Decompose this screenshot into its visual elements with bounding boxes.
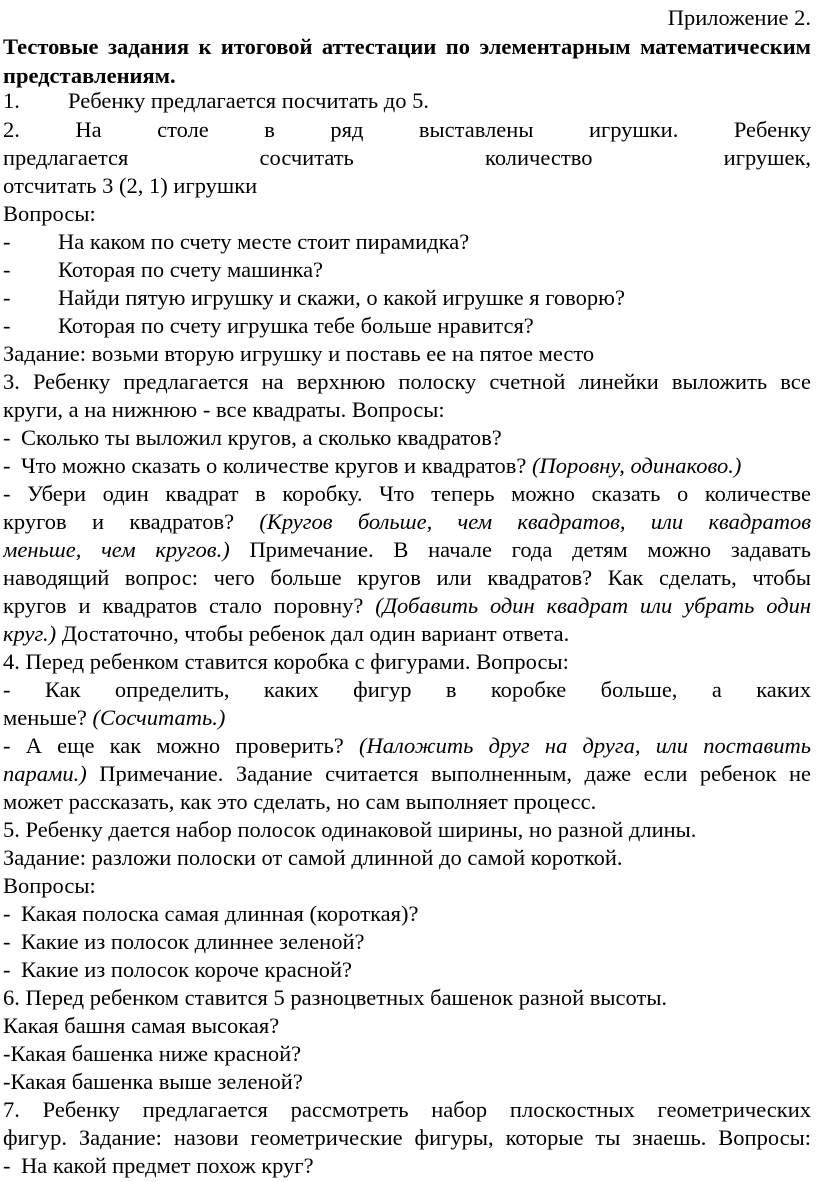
appendix-label: Приложение 2. — [667, 5, 811, 30]
note-text: Примечание. Задание считается выполненным, даже если ребенок не — [99, 761, 811, 786]
question-text: На каком по счету месте стоит пирамидка? — [58, 229, 470, 254]
document-title: Тестовые задания к итоговой аттестации по элементарным математическим — [3, 34, 811, 59]
task-4-line-3 — [3, 703, 811, 732]
task-4-line-5 — [3, 759, 811, 788]
word: ряд — [330, 117, 364, 142]
question-item — [3, 255, 811, 284]
task-3-line-8: наводящий вопрос: чего больше кругов или квадратов? Как сделать, чтобы — [3, 565, 811, 590]
answer-hint: круг.) — [3, 621, 57, 646]
word: игрушки. — [588, 117, 679, 142]
question-item — [3, 227, 811, 256]
dash: - — [3, 313, 11, 338]
word: в — [264, 117, 275, 142]
question-item — [3, 1151, 811, 1180]
answer-hint: меньше, чем кругов.) — [3, 537, 230, 562]
text-span: меньше? — [3, 705, 87, 730]
question-item — [3, 311, 811, 340]
task-1-text: Ребенку предлагается посчитать до 5. — [68, 88, 429, 113]
questions-label: Вопросы: — [3, 201, 96, 226]
task-3-line-10 — [3, 619, 811, 648]
dash: - — [3, 957, 11, 982]
answer-hint: (Добавить один квадрат или убрать один — [375, 593, 811, 618]
task-3-line-7 — [3, 535, 811, 564]
dash: - — [3, 929, 11, 954]
dash: - — [3, 285, 11, 310]
answer-hint: (Сосчитать.) — [92, 705, 226, 730]
question-item — [3, 283, 811, 312]
task-3-line-5: - Убери один квадрат в коробку. Что теперь можно сказать о количестве — [3, 481, 811, 506]
question-text: Которая по счету игрушка тебе больше нравится? — [58, 313, 534, 338]
dash: - — [3, 453, 11, 478]
question-text: Которая по счету машинка? — [58, 257, 324, 282]
task-4-line-4 — [3, 731, 811, 760]
task-7-line-1: 7. Ребенку предлагается рассмотреть набор плоскостных геометрических — [3, 1097, 811, 1122]
question-text: Что можно сказать о количестве кругов и квадратов? — [21, 453, 527, 478]
task-1 — [3, 86, 811, 115]
task-5-line-1: 5. Ребенку дается набор полосок одинаковой ширины, но разной длины. — [3, 817, 697, 842]
word: сосчитать — [259, 145, 354, 170]
question-item — [3, 927, 811, 956]
task-6-line-1: 6. Перед ребенком ставится 5 разноцветных башенок разной высоты. — [3, 985, 668, 1010]
task-3-line-9 — [3, 591, 811, 620]
task-3-line-6 — [3, 507, 811, 536]
task-7-line-2: фигур. Задание: назови геометрические фигуры, которые ты знаешь. Вопросы: — [3, 1125, 811, 1150]
task-4-line-2: - Как определить, каких фигур в коробке больше, а каких — [3, 677, 811, 702]
question-text: Найди пятую игрушку и скажи, о какой игрушке я говорю? — [58, 285, 625, 310]
answer-hint: (Поровну, одинаково.) — [532, 453, 742, 478]
task-3-line-2: круги, а на нижнюю - все квадраты. Вопросы: — [3, 397, 445, 422]
text-span: кругов и квадратов стало поровну? — [3, 593, 364, 618]
question-item — [3, 955, 811, 984]
task-6-line-4: -Какая башенка выше зеленой? — [3, 1069, 303, 1094]
question-text: Какая полоска самая длинная (короткая)? — [21, 901, 419, 926]
word: столе — [157, 117, 209, 142]
dash: - — [3, 901, 11, 926]
question-item — [3, 899, 811, 928]
task-4-line-1: 4. Перед ребенком ставится коробка с фигурами. Вопросы: — [3, 649, 569, 674]
task-2-line-2 — [3, 143, 811, 172]
task-6-line-2: Какая башня самая высокая? — [3, 1013, 280, 1038]
text-span: кругов и квадратов? — [3, 509, 235, 534]
task-5-line-2: Задание: разложи полоски от самой длинной до самой короткой. — [3, 845, 623, 870]
questions-label: Вопросы: — [3, 873, 96, 898]
question-item — [3, 451, 811, 480]
word: 2. — [3, 117, 20, 142]
task-2-line-3: отсчитать 3 (2, 1) игрушки — [3, 173, 258, 198]
task-1-number: 1. — [3, 88, 20, 113]
dash: - — [3, 425, 11, 450]
dash: - — [3, 257, 11, 282]
dash: - — [3, 229, 11, 254]
question-text: Сколько ты выложил кругов, а сколько квадратов? — [21, 425, 502, 450]
question-text: Какие из полосок короче красной? — [21, 957, 353, 982]
task-3-line-1: 3. Ребенку предлагается на верхнюю полоску счетной линейки выложить все — [3, 369, 811, 394]
text-span: - А еще как можно проверить? — [3, 733, 344, 758]
task-2-line-1 — [3, 115, 811, 144]
text-span: Достаточно, чтобы ребенок дал один вариант ответа. — [61, 621, 570, 646]
question-text: На какой предмет похож круг? — [21, 1153, 314, 1178]
word: Ребенку — [733, 117, 811, 142]
answer-hint: (Кругов больше, чем квадратов, или квадратов — [259, 509, 811, 534]
question-item — [3, 423, 811, 452]
answer-hint: парами.) — [3, 761, 87, 786]
document-title-cont: представлениям. — [3, 63, 176, 88]
answer-hint: (Наложить друг на друга, или поставить — [358, 733, 811, 758]
dash: - — [3, 1153, 11, 1178]
word: игрушек, — [723, 145, 811, 170]
task-6-line-3: -Какая башенка ниже красной? — [3, 1041, 302, 1066]
word: предлагается — [3, 145, 129, 170]
word: На — [75, 117, 102, 142]
task-2-assignment: Задание: возьми вторую игрушку и поставь ее на пятое место — [3, 341, 595, 366]
word: количество — [485, 145, 593, 170]
word: выставлены — [418, 117, 534, 142]
task-4-line-6: может рассказать, как это сделать, но сам выполняет процесс. — [3, 789, 597, 814]
question-text: Какие из полосок длиннее зеленой? — [21, 929, 365, 954]
note-text: Примечание. В начале года детям можно задавать — [249, 537, 811, 562]
